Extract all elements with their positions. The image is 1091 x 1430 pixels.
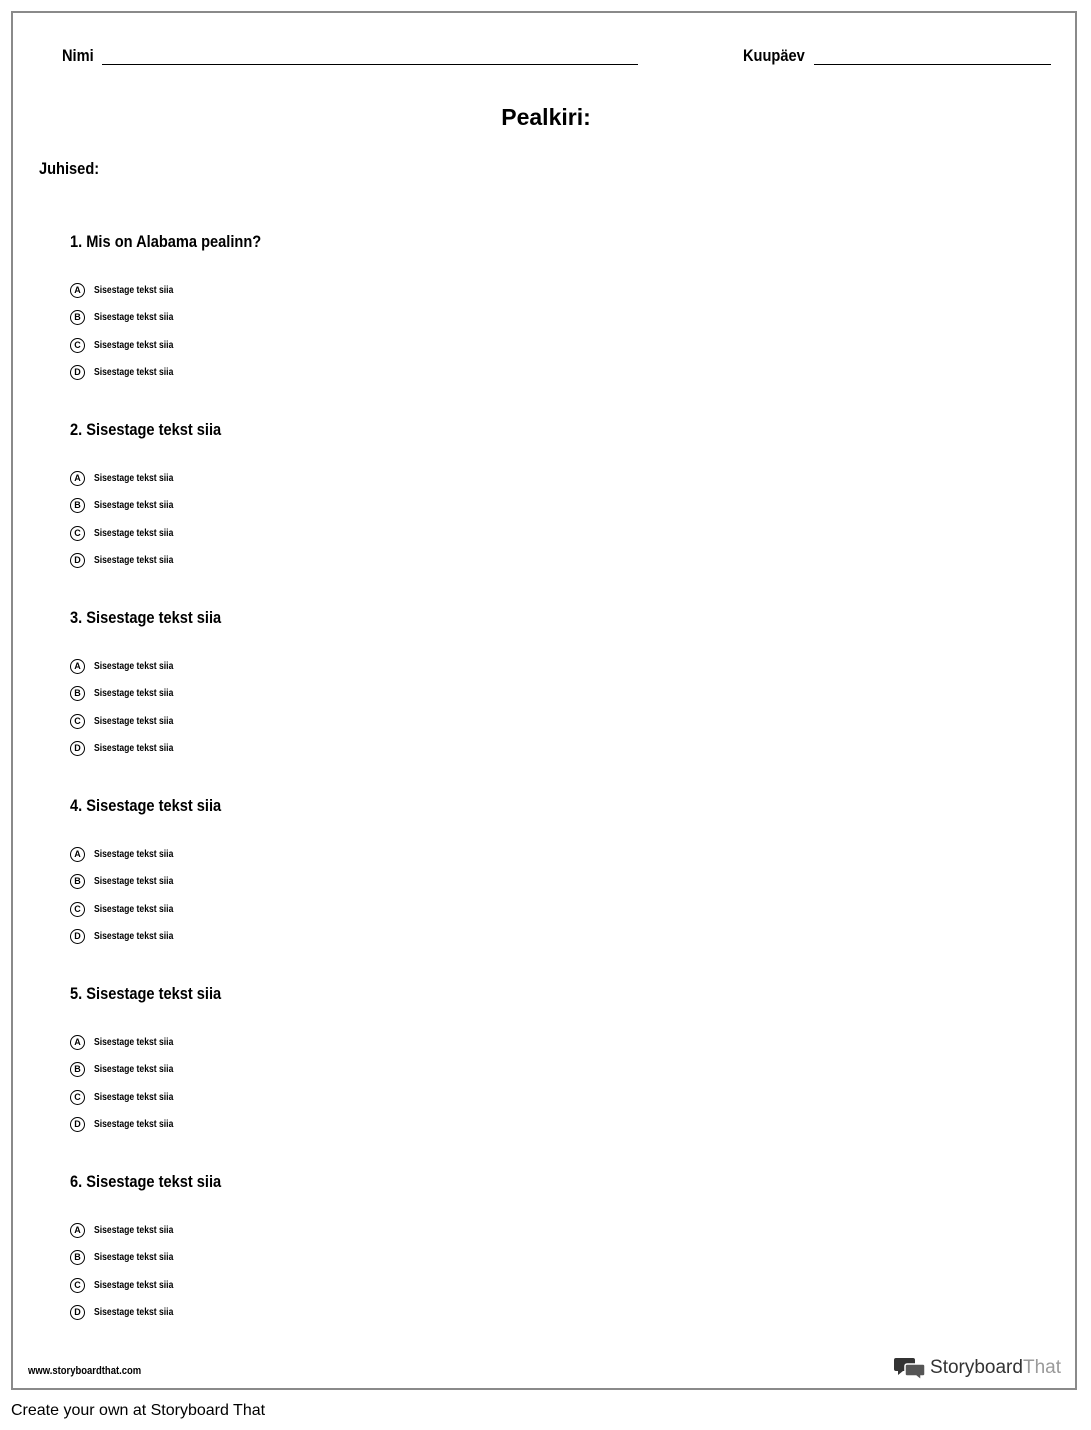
option-letter-circle[interactable]: B: [70, 310, 85, 325]
question-text: 3. Sisestage tekst siia: [70, 608, 222, 627]
question-text: 6. Sisestage tekst siia: [70, 1172, 222, 1191]
answer-option-c[interactable]: [70, 336, 186, 354]
option-letter-circle[interactable]: A: [70, 1035, 85, 1050]
option-letter-circle[interactable]: A: [70, 847, 85, 862]
brand-name-that: That: [1022, 1357, 1061, 1378]
answer-option-b[interactable]: [70, 1248, 186, 1266]
answer-option-b[interactable]: [70, 872, 186, 890]
worksheet-title: Pealkiri:: [501, 104, 591, 130]
option-letter-circle[interactable]: A: [70, 1223, 85, 1238]
option-text: Sisestage tekst siia: [94, 284, 174, 296]
brand-name-storyboard: Storyboard: [930, 1357, 1023, 1378]
question-block: [70, 983, 570, 1130]
option-letter-circle[interactable]: B: [70, 1250, 85, 1265]
option-letter-circle[interactable]: A: [70, 659, 85, 674]
option-letter-circle[interactable]: B: [70, 1062, 85, 1077]
answer-option-a[interactable]: [70, 1033, 186, 1051]
answer-option-b[interactable]: [70, 1060, 186, 1078]
instructions-label: Juhised:: [39, 159, 100, 178]
option-text: Sisestage tekst siia: [94, 848, 174, 860]
question-text: 5. Sisestage tekst siia: [70, 984, 222, 1003]
answer-option-d[interactable]: [70, 927, 186, 945]
option-letter-circle[interactable]: D: [70, 1117, 85, 1132]
option-letter-circle[interactable]: A: [70, 283, 85, 298]
answer-option-b[interactable]: [70, 308, 186, 326]
answer-option-a[interactable]: [70, 657, 186, 675]
site-url: www.storyboardthat.com: [28, 1365, 142, 1377]
option-letter-circle[interactable]: C: [70, 1278, 85, 1293]
date-label: Kuupäev: [743, 46, 805, 65]
option-letter-circle[interactable]: C: [70, 1090, 85, 1105]
option-text: Sisestage tekst siia: [94, 903, 174, 915]
answer-option-c[interactable]: [70, 1088, 186, 1106]
option-text: Sisestage tekst siia: [94, 715, 174, 727]
option-letter-circle[interactable]: D: [70, 1305, 85, 1320]
answer-option-a[interactable]: [70, 281, 186, 299]
speech-bubbles-icon: [894, 1355, 926, 1381]
question-block: [70, 1171, 570, 1318]
worksheet: [11, 11, 1077, 1390]
option-letter-circle[interactable]: D: [70, 741, 85, 756]
option-letter-circle[interactable]: D: [70, 553, 85, 568]
option-text: Sisestage tekst siia: [94, 930, 174, 942]
question-text: 1. Mis on Alabama pealinn?: [70, 232, 262, 251]
option-text: Sisestage tekst siia: [94, 472, 174, 484]
answer-option-c[interactable]: [70, 524, 186, 542]
answer-option-d[interactable]: [70, 363, 186, 381]
storyboardthat-logo: [894, 1355, 1061, 1381]
answer-option-b[interactable]: [70, 684, 186, 702]
answer-option-a[interactable]: [70, 469, 186, 487]
option-text: Sisestage tekst siia: [94, 687, 174, 699]
option-text: Sisestage tekst siia: [94, 339, 174, 351]
answer-option-d[interactable]: [70, 739, 186, 757]
answer-option-d[interactable]: [70, 1303, 186, 1321]
option-text: Sisestage tekst siia: [94, 875, 174, 887]
option-text: Sisestage tekst siia: [94, 554, 174, 566]
option-letter-circle[interactable]: D: [70, 365, 85, 380]
answer-option-a[interactable]: [70, 845, 186, 863]
option-letter-circle[interactable]: D: [70, 929, 85, 944]
question-block: [70, 419, 570, 566]
answer-option-c[interactable]: [70, 1276, 186, 1294]
answer-option-a[interactable]: [70, 1221, 186, 1239]
option-letter-circle[interactable]: B: [70, 874, 85, 889]
option-text: Sisestage tekst siia: [94, 1251, 174, 1263]
footer-credit[interactable]: Create your own at Storyboard That: [11, 1402, 266, 1419]
option-text: Sisestage tekst siia: [94, 1118, 174, 1130]
option-text: Sisestage tekst siia: [94, 366, 174, 378]
option-text: Sisestage tekst siia: [94, 1224, 174, 1236]
option-text: Sisestage tekst siia: [94, 1036, 174, 1048]
option-letter-circle[interactable]: C: [70, 526, 85, 541]
answer-option-c[interactable]: [70, 712, 186, 730]
question-text: 4. Sisestage tekst siia: [70, 796, 222, 815]
option-text: Sisestage tekst siia: [94, 660, 174, 672]
option-text: Sisestage tekst siia: [94, 1091, 174, 1103]
option-letter-circle[interactable]: B: [70, 498, 85, 513]
answer-option-c[interactable]: [70, 900, 186, 918]
question-text: 2. Sisestage tekst siia: [70, 420, 222, 439]
option-text: Sisestage tekst siia: [94, 1063, 174, 1075]
option-text: Sisestage tekst siia: [94, 742, 174, 754]
option-letter-circle[interactable]: B: [70, 686, 85, 701]
option-letter-circle[interactable]: A: [70, 471, 85, 486]
option-text: Sisestage tekst siia: [94, 527, 174, 539]
option-letter-circle[interactable]: C: [70, 714, 85, 729]
question-block: [70, 795, 570, 942]
option-text: Sisestage tekst siia: [94, 499, 174, 511]
option-text: Sisestage tekst siia: [94, 311, 174, 323]
name-line[interactable]: [102, 64, 638, 65]
option-text: Sisestage tekst siia: [94, 1279, 174, 1291]
date-line[interactable]: [814, 64, 1051, 65]
option-letter-circle[interactable]: C: [70, 902, 85, 917]
option-text: Sisestage tekst siia: [94, 1306, 174, 1318]
answer-option-b[interactable]: [70, 496, 186, 514]
answer-option-d[interactable]: [70, 551, 186, 569]
name-label: Nimi: [62, 46, 94, 65]
question-block: [70, 231, 570, 378]
answer-option-d[interactable]: [70, 1115, 186, 1133]
option-letter-circle[interactable]: C: [70, 338, 85, 353]
question-block: [70, 607, 570, 754]
